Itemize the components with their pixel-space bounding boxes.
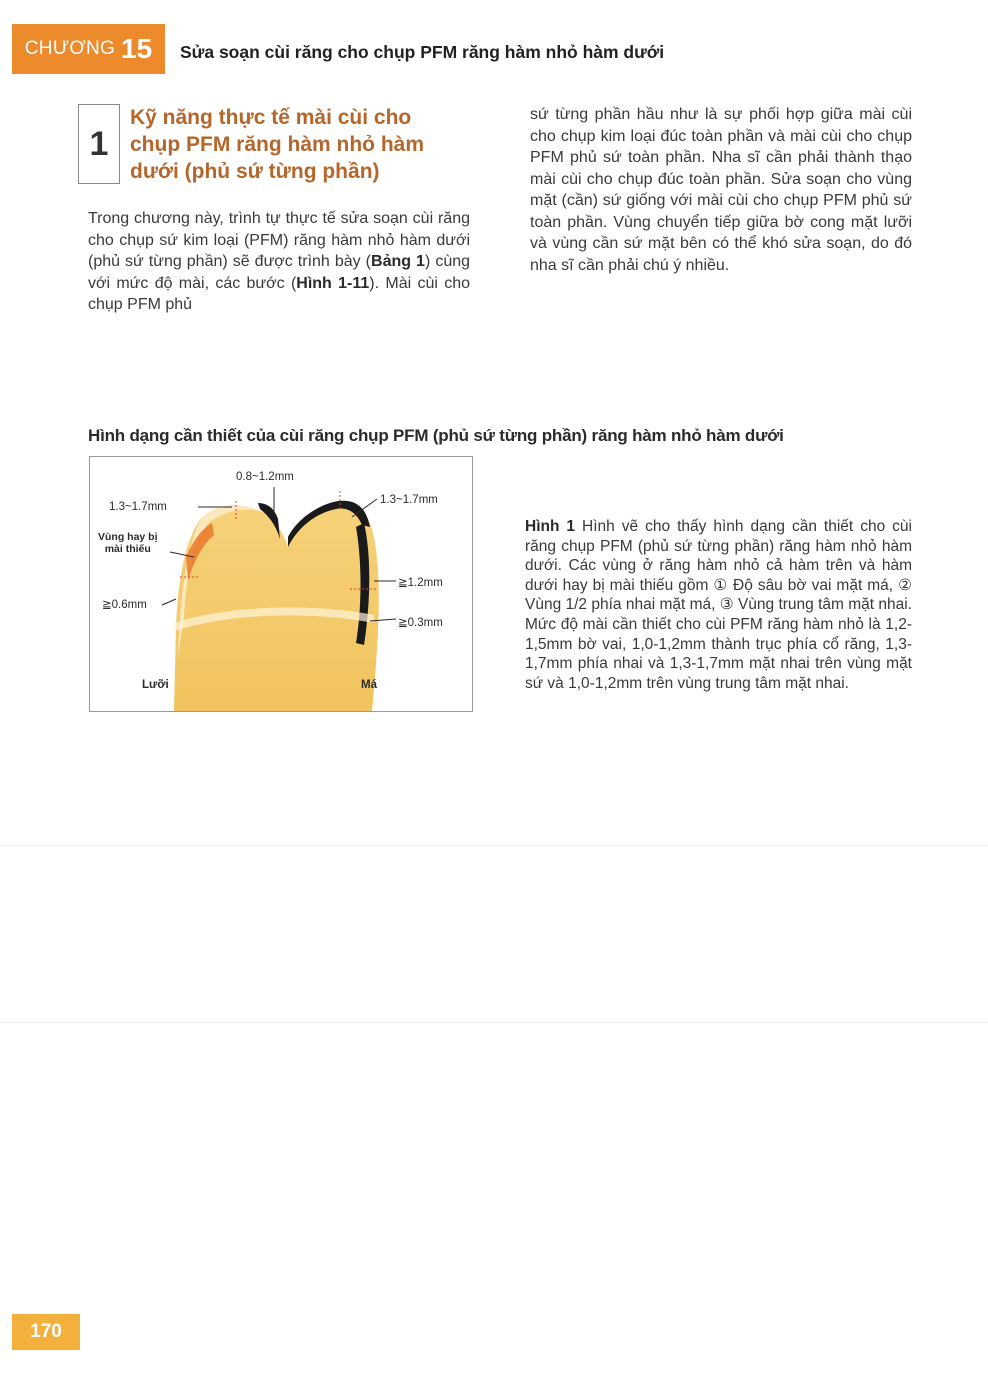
label-lingual-margin: ≧0.6mm bbox=[102, 599, 147, 611]
label-lingual-occlusal: 1.3~1.7mm bbox=[109, 501, 167, 513]
tooth-diagram bbox=[89, 456, 473, 712]
table-reference: Bảng 1 bbox=[371, 253, 425, 270]
caption-label: Hình 1 bbox=[525, 518, 576, 535]
figure-reference: Hình 1-11 bbox=[296, 274, 370, 292]
chapter-title: Sửa soạn cùi răng cho chụp PFM răng hàm nhỏ hàm dưới bbox=[180, 42, 665, 62]
label-buccal: Má bbox=[361, 679, 377, 691]
section-number: 1 bbox=[78, 104, 120, 184]
section-heading-line: chụp PFM răng hàm nhỏ hàm bbox=[130, 133, 425, 156]
section-heading bbox=[130, 104, 480, 185]
divider bbox=[0, 845, 988, 846]
caption-text: Hình vẽ cho thấy hình dạng cần thiết cho cùi răng chụp PFM (phủ sứ từng phần) răng hàm nhỏ hàm dưới. Các vùng ở răng hàm nhỏ cả hàm trên và hàm dưới hay bị mài thiếu gồm ① Độ sâu bờ vai mặt má, ② Vùng 1/2 phía nhai mặt má, ③ Vùng trung tâm mặt nhai. Mức độ mài cần thiết cho cùi PFM răng hàm nhỏ là 1,2-1,5mm bờ vai, 1,0-1,2mm thành trục phía cổ răng, 1,3-1,7mm phía nhai và 1,3-1,7mm mặt nhai trên vùng mặt sứ và 1,0-1,2mm trên vùng trung tâm mặt nhai. bbox=[525, 518, 912, 692]
figure-caption bbox=[525, 517, 912, 693]
label-occlusal-center: 0.8~1.2mm bbox=[236, 471, 294, 483]
page-number: 170 bbox=[12, 1314, 80, 1350]
divider bbox=[0, 1022, 988, 1023]
section-heading-line: Kỹ năng thực tế mài cùi cho bbox=[130, 106, 412, 129]
text-run: ) cùng với mức độ mài, các bước ( bbox=[88, 253, 471, 292]
label-buccal-occlusal: 1.3~1.7mm bbox=[380, 494, 438, 506]
label-underprep-line: Vùng hay bị bbox=[98, 531, 158, 543]
body-paragraph-left bbox=[88, 208, 470, 316]
label-underprep bbox=[98, 531, 158, 555]
chapter-word: CHƯƠNG bbox=[24, 38, 116, 59]
text-run: ). Mài cùi cho chụp PFM phủ bbox=[88, 274, 471, 313]
figure-heading: Hình dạng cần thiết của cùi răng chụp PFM (phủ sứ từng phần) răng hàm nhỏ hàm dưới bbox=[88, 426, 784, 445]
body-paragraph-right: sứ từng phần hầu như là sự phối hợp giữa mài cùi cho chụp kim loại đúc toàn phần và mài cùi cho chụp PFM phủ sứ toàn phần. Nha sĩ cần phải thành thạo mài cùi cho chụp đúc toàn phần. Sửa soạn cho vùng mặt (cần) sứ giống với mài cùi cho chụp PFM phủ sứ toàn phần. Vùng chuyển tiếp giữa bờ cong mặt lưỡi và vùng cần sứ mặt bên có thể khó sửa soạn, do đó nha sĩ cần phải chú ý nhiều. bbox=[530, 106, 912, 274]
label-underprep-line: mài thiếu bbox=[104, 543, 151, 555]
chapter-number: 15 bbox=[121, 33, 153, 64]
chapter-badge bbox=[12, 24, 165, 74]
section-heading-line: dưới (phủ sứ từng phần) bbox=[130, 160, 380, 183]
label-lingual: Lưỡi bbox=[142, 679, 169, 691]
text-run: Trong chương này, trình tự thực tế sửa soạn cùi răng cho chụp sứ kim loại (PFM) răng hàm nhỏ hàm dưới (phủ sứ từng phần) sẽ được trình bày ( bbox=[88, 210, 470, 270]
label-axial-wall: ≧1.2mm bbox=[398, 577, 443, 589]
label-shoulder: ≧0.3mm bbox=[398, 617, 443, 629]
